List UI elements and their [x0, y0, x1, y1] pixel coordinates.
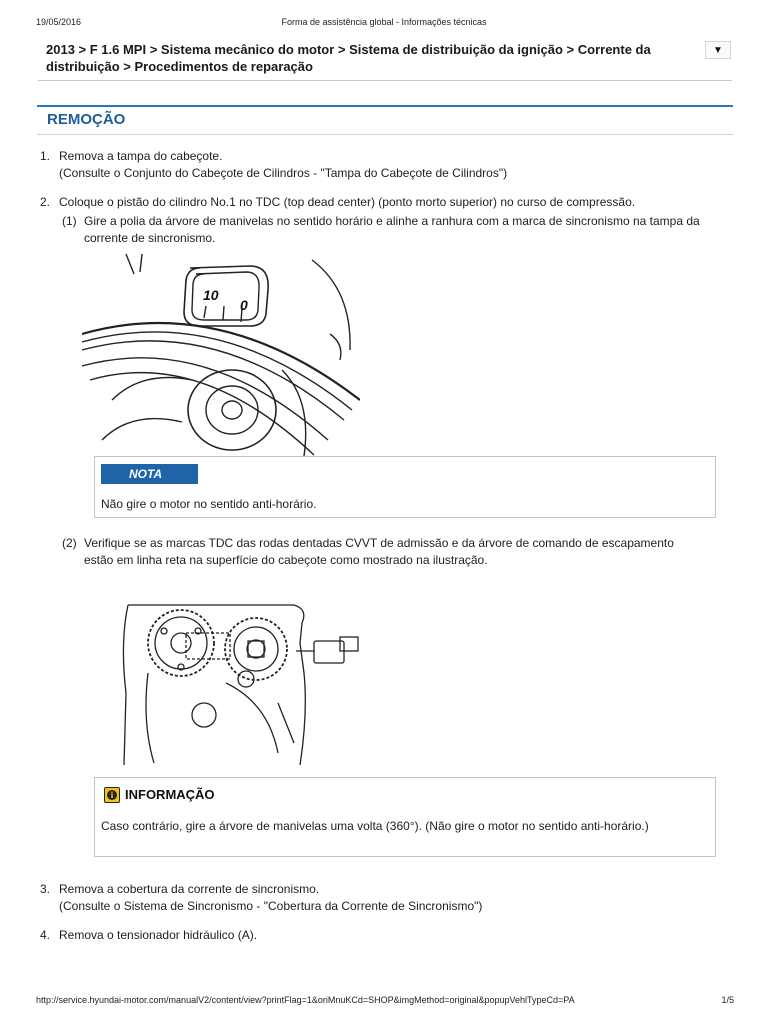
- step-3-number: 3.: [40, 882, 51, 896]
- step-3-text: Remova a cobertura da corrente de sincronismo.: [59, 882, 320, 896]
- section-divider: [37, 134, 733, 135]
- substep-1-number: (1): [62, 214, 77, 228]
- print-title: Forma de assistência global - Informações técnicas: [281, 17, 487, 27]
- chevron-down-icon[interactable]: ▼: [705, 41, 731, 59]
- step-4-text: Remova o tensionador hidráulico (A).: [59, 928, 258, 942]
- footer-url: http://service.hyundai-motor.com/manualV2/content/view?printFlag=1&oriMnuKCd=SHOP&imgMethod=original&popupVehlTypeCd=PA: [36, 995, 575, 1005]
- crankshaft-pulley-illustration: [82, 250, 360, 456]
- step-1-text: Remova a tampa do cabeçote.: [59, 149, 223, 163]
- breadcrumb: 2013 > F 1.6 MPI > Sistema mecânico do motor > Sistema de distribuição da ignição > Corrente da distribuição > Procedimentos de reparação: [46, 42, 651, 74]
- step-2-text: Coloque o pistão do cilindro No.1 no TDC (top dead center) (ponto morto superior) no curso de compressão.: [59, 195, 636, 209]
- step-1-reference: (Consulte o Conjunto do Cabeçote de Cilindros - "Tampa do Cabeçote de Cilindros"): [59, 166, 508, 180]
- info-icon: i: [104, 787, 120, 803]
- step-3-reference: (Consulte o Sistema de Sincronismo - "Cobertura da Corrente de Sincronismo"): [59, 899, 483, 913]
- step-1-number: 1.: [40, 149, 51, 163]
- print-date: 19/05/2016: [36, 17, 82, 27]
- informacao-text: Caso contrário, gire a árvore de manivelas uma volta (360°). (Não gire o motor no sentido anti-horário.): [101, 819, 649, 833]
- timing-mark-10: 10: [203, 287, 219, 303]
- substep-2-text: Verifique se as marcas TDC das rodas dentadas CVVT de admissão e da árvore de comando de escapamento estão em linha reta na superfície do cabeçote como mostrado na ilustração.: [84, 536, 674, 567]
- section-title: REMOÇÃO: [47, 111, 126, 128]
- step-2-number: 2.: [40, 195, 51, 209]
- substep-2-number: (2): [62, 536, 77, 550]
- nota-label: NOTA: [101, 464, 198, 484]
- substep-1-text: Gire a polia da árvore de manivelas no sentido horário e alinhe a ranhura com a marca de sincronismo na tampa da corrente de sincronismo.: [84, 214, 700, 245]
- timing-mark-0: 0: [240, 297, 248, 313]
- cvvt-sprockets-illustration: [118, 603, 364, 765]
- breadcrumb-divider: [38, 80, 732, 81]
- step-4-number: 4.: [40, 928, 51, 942]
- nota-text: Não gire o motor no sentido anti-horário.: [101, 497, 317, 511]
- informacao-label: INFORMAÇÃO: [125, 787, 215, 802]
- section-top-bar: [37, 105, 733, 107]
- page-number: 1/5: [721, 995, 734, 1005]
